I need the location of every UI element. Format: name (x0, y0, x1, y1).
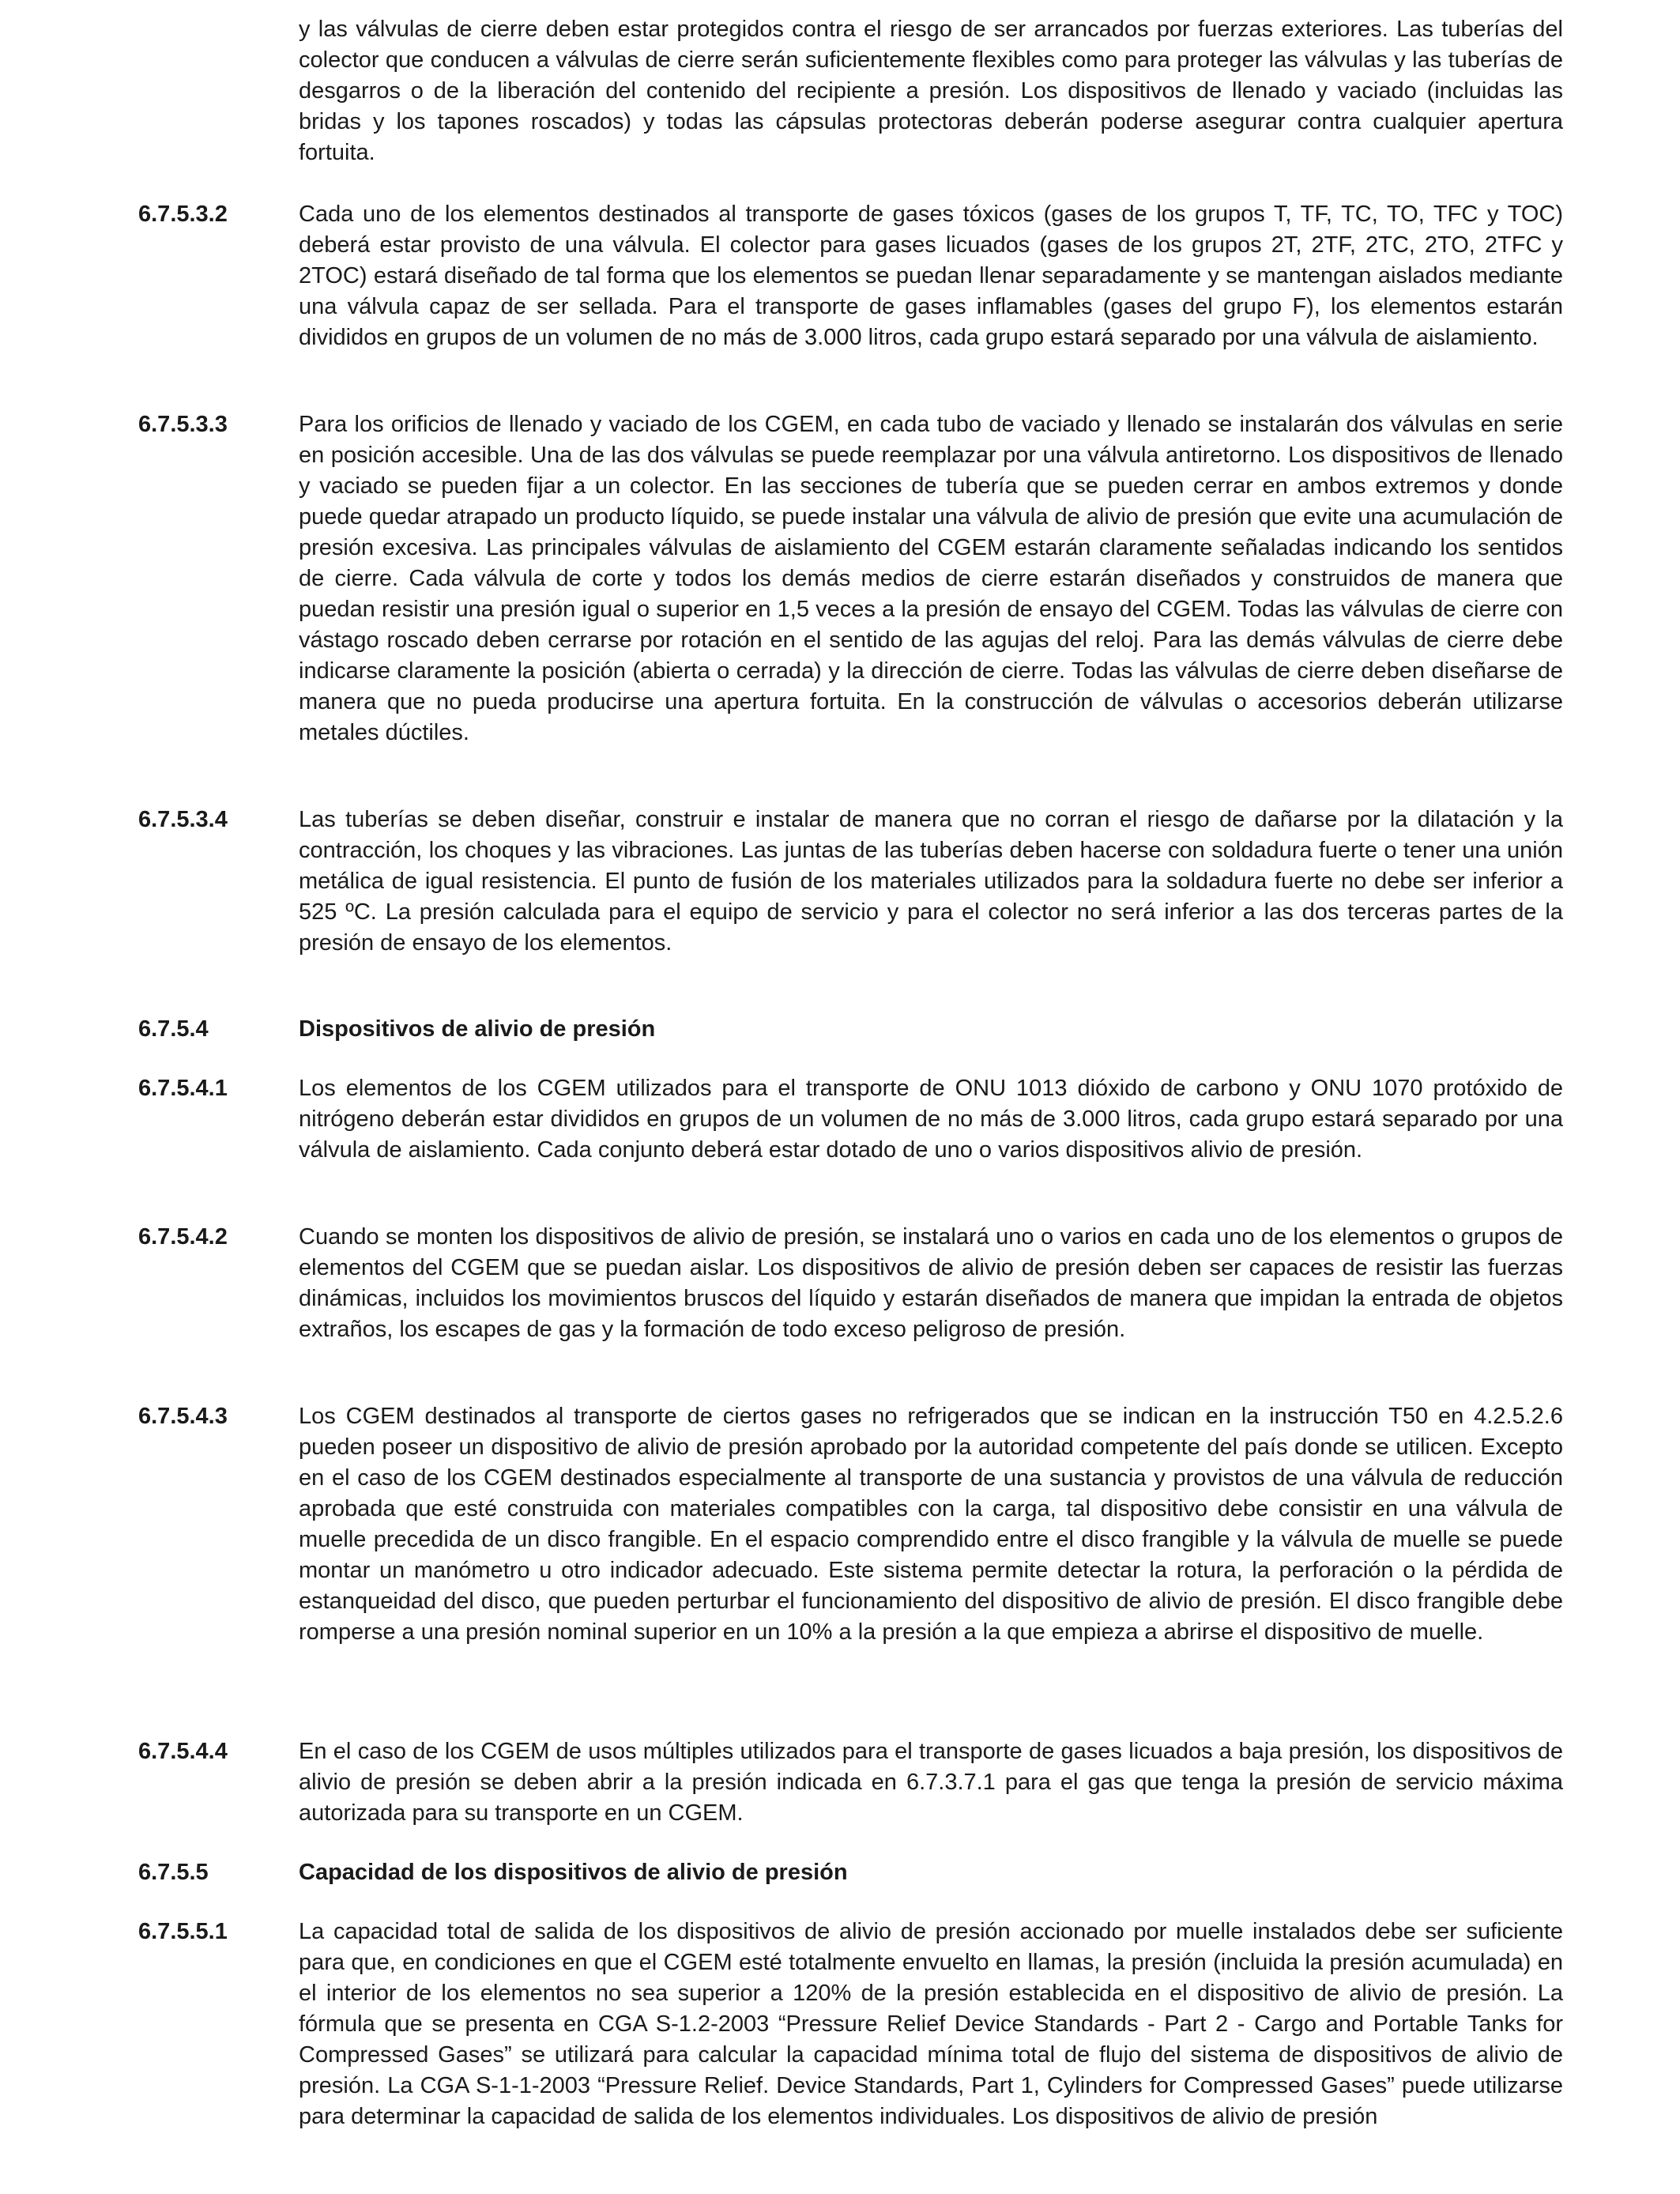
section-number: 6.7.5.3.4 (138, 807, 228, 832)
section-number: 6.7.5.3.2 (138, 202, 228, 227)
section-number: 6.7.5.5 (138, 1860, 209, 1885)
section-number: 6.7.5.4.2 (138, 1224, 228, 1250)
paragraph-text: Para los orificios de llenado y vaciado de los CGEM, en cada tubo de vaciado y llenado se instalarán dos válvulas en serie en posición accesible. Una de las dos válvulas se puede reemplazar por una válvula antiretorno. Los dispositivos de llenado y vaciado se pueden fijar a un colector. En las secciones de tubería que se pueden cerrar en ambos extremos y donde puede quedar atrapado un producto líquido, se puede instalar una válvula de alivio de presión que evite una acumulación de presión excesiva. Las principales válvulas de aislamiento del CGEM estarán claramente señaladas indicando los sentidos de cierre. Cada válvula de corte y todos los demás medios de cierre estarán diseñados y construidos de manera que puedan resistir una presión igual o superior en 1,5 veces a la presión de ensayo del CGEM. Todas las válvulas de cierre con vástago roscado deben cerrarse por rotación en el sentido de las agujas del reloj. Para las demás válvulas de cierre debe indicarse claramente la posición (abierta o cerrada) y la dirección de cierre. Todas las válvulas de cierre deben diseñarse de manera que no pueda producirse una apertura fortuita. En la construcción de válvulas o accesorios deberán utilizarse metales dúctiles. (299, 412, 1563, 745)
paragraph-text: Cada uno de los elementos destinados al transporte de gases tóxicos (gases de los grupos T, TF, TC, TO, TFC y TOC) deberá estar provisto de una válvula. El colector para gases licuados (gases de los grupos 2T, 2TF, 2TC, 2TO, 2TFC y 2TOC) estará diseñado de tal forma que los elementos se puedan llenar separadamente y se mantengan aislados mediante una válvula capaz de ser sellada. Para el transporte de gases inflamables (gases del grupo F), los elementos estarán divididos en grupos de un volumen de no más de 3.000 litros, cada grupo estará separado por una válvula de aislamiento. (299, 202, 1563, 350)
paragraph-text: Los elementos de los CGEM utilizados para el transporte de ONU 1013 dióxido de carbono y ONU 1070 protóxido de nitrógeno deberán estar divididos en grupos de un volumen de no más de 3.000 litros, cada grupo estará separado por una válvula de aislamiento. Cada conjunto deberá estar dotado de uno o varios dispositivos alivio de presión. (299, 1076, 1563, 1163)
section-number: 6.7.5.4.1 (138, 1076, 228, 1101)
paragraph-text: Los CGEM destinados al transporte de ciertos gases no refrigerados que se indican en la instrucción T50 en 4.2.5.2.6 pueden poseer un dispositivo de alivio de presión aprobado por la autoridad competente del país donde se utilicen. Excepto en el caso de los CGEM destinados especialmente al transporte de una sustancia y provistos de una válvula de reducción aprobada que esté construida con materiales compatibles con la carga, tal dispositivo debe consistir en una válvula de muelle precedida de un disco frangible. En el espacio comprendido entre el disco frangible y la válvula de muelle se puede montar un manómetro u otro indicador adecuado. Este sistema permite detectar la rotura, la perforación o la pérdida de estanqueidad del disco, que pueden perturbar el funcionamiento del dispositivo de alivio de presión. El disco frangible debe romperse a una presión nominal superior en un 10% a la presión a la que empieza a abrirse el dispositivo de muelle. (299, 1404, 1563, 1645)
section-number: 6.7.5.4.3 (138, 1404, 228, 1429)
section-number: 6.7.5.4.4 (138, 1739, 228, 1764)
section-number: 6.7.5.5.1 (138, 1919, 228, 1944)
paragraph-text: Las tuberías se deben diseñar, construir e instalar de manera que no corran el riesgo de dañarse por la dilatación y la contracción, los choques y las vibraciones. Las juntas de las tuberías deben hacerse con soldadura fuerte o tener una unión metálica de igual resistencia. El punto de fusión de los materiales utilizados para la soldadura fuerte no debe ser inferior a 525 ºC. La presión calculada para el equipo de servicio y para el colector no será inferior a las dos terceras partes de la presión de ensayo de los elementos. (299, 807, 1563, 956)
section-title: Dispositivos de alivio de presión (299, 1016, 656, 1042)
paragraph-text: En el caso de los CGEM de usos múltiples utilizados para el transporte de gases licuados a baja presión, los dispositivos de alivio de presión se deben abrir a la presión indicada en 6.7.3.7.1 para el gas que tenga la presión de servicio máxima autorizada para su transporte en un CGEM. (299, 1739, 1563, 1826)
section-number: 6.7.5.4 (138, 1016, 209, 1042)
paragraph-text: Cuando se monten los dispositivos de alivio de presión, se instalará uno o varios en cada uno de los elementos o grupos de elementos del CGEM que se puedan aislar. Los dispositivos de alivio de presión deben ser capaces de resistir las fuerzas dinámicas, incluidos los movimientos bruscos del líquido y estarán diseñados de manera que impidan la entrada de objetos extraños, los escapes de gas y la formación de todo exceso peligroso de presión. (299, 1224, 1563, 1342)
paragraph-text: y las válvulas de cierre deben estar protegidos contra el riesgo de ser arrancados por fuerzas exteriores. Las tuberías del colector que conducen a válvulas de cierre serán suficientemente flexibles como para proteger las válvulas y las tuberías de desgarros o de la liberación del contenido del recipiente a presión. Los dispositivos de llenado y vaciado (incluidas las bridas y los tapones roscados) y todas las cápsulas protectoras deberán poderse asegurar contra cualquier apertura fortuita. (299, 17, 1563, 165)
paragraph-text: La capacidad total de salida de los dispositivos de alivio de presión accionado por muelle instalados debe ser suficiente para que, en condiciones en que el CGEM esté totalmente envuelto en llamas, la presión (incluida la presión acumulada) en el interior de los elementos no sea superior a 120% de la presión establecida en el dispositivo de alivio de presión. La fórmula que se presenta en CGA S-1.2-2003 “Pressure Relief Device Standards - Part 2 - Cargo and Portable Tanks for Compressed Gases” se utilizará para calcular la capacidad mínima total de flujo del sistema de dispositivos de alivio de presión. La CGA S-1-1-2003 “Pressure Relief. Device Standards, Part 1, Cylinders for Compressed Gases” puede utilizarse para determinar la capacidad de salida de los elementos individuales. Los dispositivos de alivio de presión (299, 1919, 1563, 2129)
section-number: 6.7.5.3.3 (138, 412, 228, 437)
section-title: Capacidad de los dispositivos de alivio de presión (299, 1860, 848, 1885)
